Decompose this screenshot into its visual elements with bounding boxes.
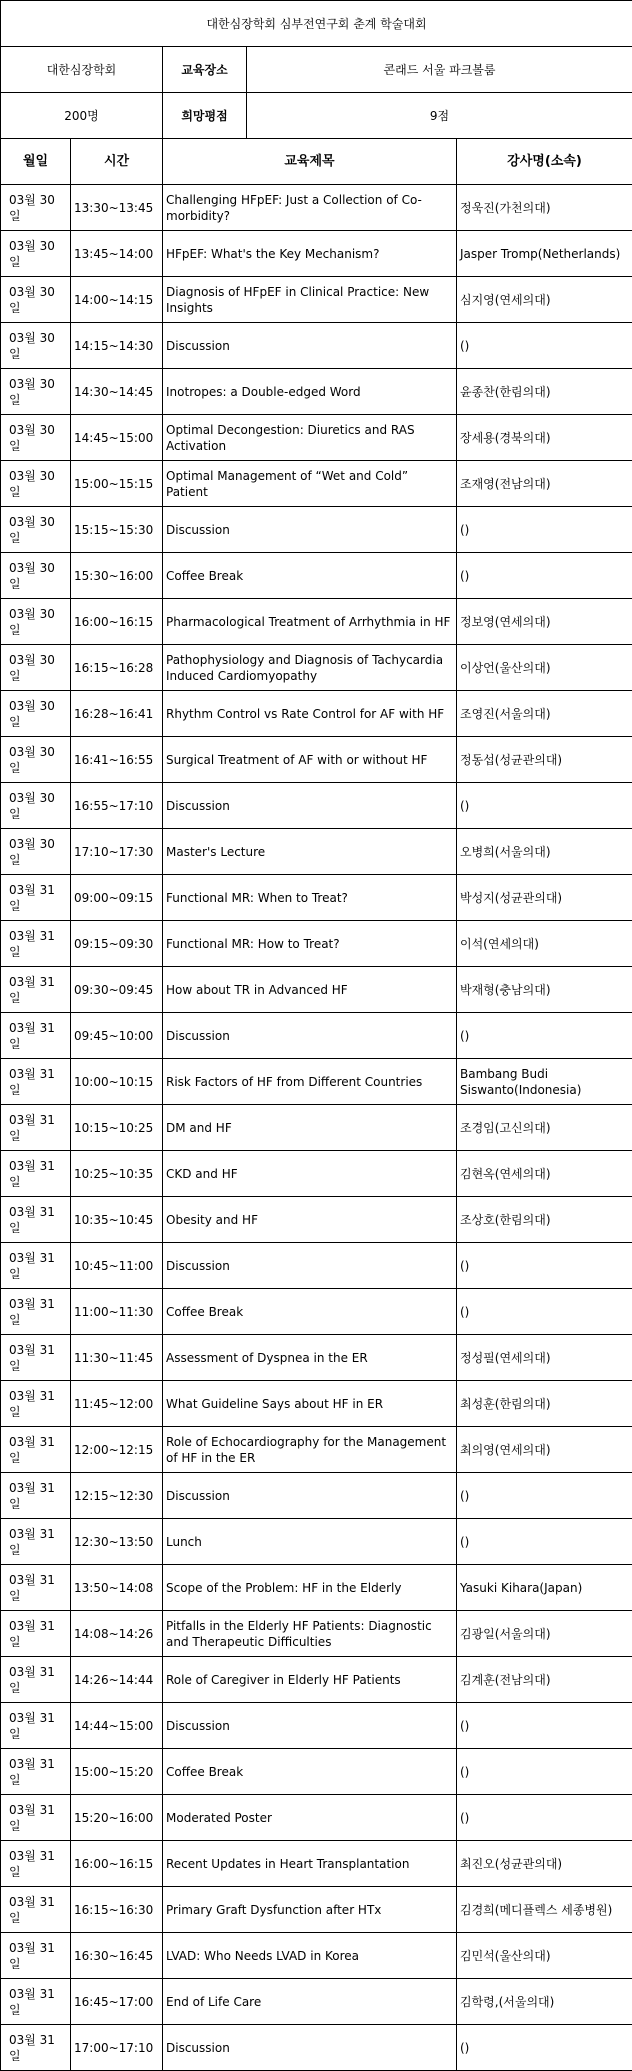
session-title: Discussion — [163, 783, 457, 829]
session-speaker: 최진오(성균관의대) — [457, 1841, 632, 1887]
session-time: 13:30~13:45 — [71, 185, 163, 231]
session-date: 03월 31일 — [1, 1703, 71, 1749]
session-speaker: 정동섭(성균관의대) — [457, 737, 632, 783]
session-speaker: 김학령,(서울의대) — [457, 1979, 632, 2025]
table-row — [1, 599, 632, 645]
session-rows — [1, 185, 632, 2071]
session-time: 11:30~11:45 — [71, 1335, 163, 1381]
session-time: 17:00~17:10 — [71, 2025, 163, 2071]
session-date: 03월 30일 — [1, 185, 71, 231]
session-title: Discussion — [163, 1473, 457, 1519]
session-time: 14:00~14:15 — [71, 277, 163, 323]
session-title: Optimal Management of “Wet and Cold” Patient — [163, 461, 457, 507]
session-date: 03월 31일 — [1, 1657, 71, 1703]
session-date: 03월 31일 — [1, 1749, 71, 1795]
session-date: 03월 30일 — [1, 691, 71, 737]
session-speaker: Bambang Budi Siswanto(Indonesia) — [457, 1059, 632, 1105]
venue: 콘래드 서울 파크볼룸 — [247, 47, 632, 93]
session-title: Pharmacological Treatment of Arrhythmia in HF — [163, 599, 457, 645]
session-time: 09:45~10:00 — [71, 1013, 163, 1059]
session-time: 16:28~16:41 — [71, 691, 163, 737]
session-date: 03월 31일 — [1, 1243, 71, 1289]
session-time: 16:15~16:30 — [71, 1887, 163, 1933]
table-row — [1, 1289, 632, 1335]
session-speaker: 이상언(울산의대) — [457, 645, 632, 691]
column-header-row — [1, 139, 632, 185]
table-row — [1, 553, 632, 599]
table-row — [1, 231, 632, 277]
session-title: Recent Updates in Heart Transplantation — [163, 1841, 457, 1887]
session-time: 13:45~14:00 — [71, 231, 163, 277]
session-time: 15:15~15:30 — [71, 507, 163, 553]
session-speaker: Jasper Tromp(Netherlands) — [457, 231, 632, 277]
session-title: Role of Echocardiography for the Management of HF in the ER — [163, 1427, 457, 1473]
rating-row — [1, 93, 632, 139]
session-time: 10:25~10:35 — [71, 1151, 163, 1197]
table-row — [1, 829, 632, 875]
session-date: 03월 31일 — [1, 1933, 71, 1979]
session-title: LVAD: Who Needs LVAD in Korea — [163, 1933, 457, 1979]
session-time: 10:35~10:45 — [71, 1197, 163, 1243]
session-time: 16:55~17:10 — [71, 783, 163, 829]
session-time: 15:20~16:00 — [71, 1795, 163, 1841]
table-row — [1, 921, 632, 967]
session-date: 03월 31일 — [1, 1887, 71, 1933]
table-row — [1, 1335, 632, 1381]
table-row — [1, 1749, 632, 1795]
session-title: Scope of the Problem: HF in the Elderly — [163, 1565, 457, 1611]
session-date: 03월 30일 — [1, 599, 71, 645]
session-date: 03월 31일 — [1, 1151, 71, 1197]
session-date: 03월 30일 — [1, 553, 71, 599]
session-speaker: () — [457, 1703, 632, 1749]
session-date: 03월 30일 — [1, 737, 71, 783]
session-title: Primary Graft Dysfunction after HTx — [163, 1887, 457, 1933]
session-date: 03월 30일 — [1, 461, 71, 507]
table-row — [1, 461, 632, 507]
session-date: 03월 30일 — [1, 783, 71, 829]
session-speaker: () — [457, 783, 632, 829]
table-row — [1, 1381, 632, 1427]
session-date: 03월 30일 — [1, 507, 71, 553]
session-title: Discussion — [163, 1013, 457, 1059]
session-time: 11:00~11:30 — [71, 1289, 163, 1335]
session-speaker: 심지영(연세의대) — [457, 277, 632, 323]
table-row — [1, 415, 632, 461]
session-title: Coffee Break — [163, 1749, 457, 1795]
table-row — [1, 1703, 632, 1749]
column-header-time: 시간 — [71, 139, 163, 185]
session-speaker: 김현옥(연세의대) — [457, 1151, 632, 1197]
session-title: Surgical Treatment of AF with or without HF — [163, 737, 457, 783]
title-row — [1, 1, 632, 47]
session-title: Discussion — [163, 1703, 457, 1749]
table-row — [1, 369, 632, 415]
session-speaker: 김경희(메디플렉스 세종병원) — [457, 1887, 632, 1933]
session-title: Coffee Break — [163, 553, 457, 599]
session-date: 03월 31일 — [1, 1335, 71, 1381]
session-speaker: 박성지(성균관의대) — [457, 875, 632, 921]
venue-row — [1, 47, 632, 93]
session-speaker: () — [457, 1795, 632, 1841]
table-row — [1, 1427, 632, 1473]
session-date: 03월 30일 — [1, 415, 71, 461]
session-time: 10:00~10:15 — [71, 1059, 163, 1105]
session-date: 03월 31일 — [1, 1795, 71, 1841]
session-date: 03월 30일 — [1, 369, 71, 415]
session-date: 03월 31일 — [1, 1427, 71, 1473]
table-row — [1, 1151, 632, 1197]
session-speaker: 박재형(충남의대) — [457, 967, 632, 1013]
table-row — [1, 2025, 632, 2071]
session-time: 16:45~17:00 — [71, 1979, 163, 2025]
session-date: 03월 31일 — [1, 1289, 71, 1335]
session-date: 03월 31일 — [1, 1197, 71, 1243]
table-row — [1, 1979, 632, 2025]
session-title: Assessment of Dyspnea in the ER — [163, 1335, 457, 1381]
session-time: 11:45~12:00 — [71, 1381, 163, 1427]
session-time: 15:00~15:20 — [71, 1749, 163, 1795]
table-row — [1, 875, 632, 921]
table-row — [1, 1887, 632, 1933]
rating: 9점 — [247, 93, 632, 139]
session-time: 09:00~09:15 — [71, 875, 163, 921]
session-time: 14:15~14:30 — [71, 323, 163, 369]
session-date: 03월 31일 — [1, 1841, 71, 1887]
session-speaker: 정성필(연세의대) — [457, 1335, 632, 1381]
session-time: 10:45~11:00 — [71, 1243, 163, 1289]
column-header-date: 월일 — [1, 139, 71, 185]
table-row — [1, 1795, 632, 1841]
table-row — [1, 1013, 632, 1059]
table-row — [1, 691, 632, 737]
session-speaker: Yasuki Kihara(Japan) — [457, 1565, 632, 1611]
session-title: Discussion — [163, 1243, 457, 1289]
session-time: 15:30~16:00 — [71, 553, 163, 599]
session-title: Challenging HFpEF: Just a Collection of Co-morbidity? — [163, 185, 457, 231]
session-time: 10:15~10:25 — [71, 1105, 163, 1151]
session-time: 17:10~17:30 — [71, 829, 163, 875]
session-date: 03월 31일 — [1, 921, 71, 967]
session-speaker: () — [457, 1519, 632, 1565]
session-speaker: 이석(연세의대) — [457, 921, 632, 967]
session-date: 03월 31일 — [1, 1059, 71, 1105]
session-time: 14:44~15:00 — [71, 1703, 163, 1749]
session-date: 03월 31일 — [1, 1565, 71, 1611]
attendees: 200명 — [1, 93, 163, 139]
table-row — [1, 1611, 632, 1657]
session-title: Diagnosis of HFpEF in Clinical Practice: New Insights — [163, 277, 457, 323]
session-speaker: 최성훈(한림의대) — [457, 1381, 632, 1427]
session-time: 12:30~13:50 — [71, 1519, 163, 1565]
session-speaker: 장세용(경북의대) — [457, 415, 632, 461]
session-title: Optimal Decongestion: Diuretics and RAS Activation — [163, 415, 457, 461]
session-date: 03월 31일 — [1, 1473, 71, 1519]
session-speaker: 조경임(고신의대) — [457, 1105, 632, 1151]
session-speaker: 윤종찬(한림의대) — [457, 369, 632, 415]
venue-label: 교육장소 — [163, 47, 247, 93]
session-title: Lunch — [163, 1519, 457, 1565]
session-speaker: () — [457, 1013, 632, 1059]
session-title: How about TR in Advanced HF — [163, 967, 457, 1013]
session-date: 03월 30일 — [1, 323, 71, 369]
table-row — [1, 323, 632, 369]
session-speaker: 조상호(한림의대) — [457, 1197, 632, 1243]
session-speaker: 최의영(연세의대) — [457, 1427, 632, 1473]
session-speaker: 정욱진(가천의대) — [457, 185, 632, 231]
table-row — [1, 737, 632, 783]
session-speaker: 김민석(울산의대) — [457, 1933, 632, 1979]
session-time: 12:15~12:30 — [71, 1473, 163, 1519]
session-time: 09:15~09:30 — [71, 921, 163, 967]
table-row — [1, 1565, 632, 1611]
table-row — [1, 1059, 632, 1105]
session-time: 16:15~16:28 — [71, 645, 163, 691]
session-time: 14:30~14:45 — [71, 369, 163, 415]
session-title: DM and HF — [163, 1105, 457, 1151]
session-time: 16:41~16:55 — [71, 737, 163, 783]
session-time: 14:45~15:00 — [71, 415, 163, 461]
session-title: Obesity and HF — [163, 1197, 457, 1243]
session-time: 13:50~14:08 — [71, 1565, 163, 1611]
table-row — [1, 1841, 632, 1887]
session-speaker: 김광일(서울의대) — [457, 1611, 632, 1657]
session-speaker: () — [457, 1243, 632, 1289]
session-date: 03월 30일 — [1, 829, 71, 875]
column-header-title: 교육제목 — [163, 139, 457, 185]
session-date: 03월 31일 — [1, 1519, 71, 1565]
table-row — [1, 1105, 632, 1151]
organizer: 대한심장학회 — [1, 47, 163, 93]
session-title: Role of Caregiver in Elderly HF Patients — [163, 1657, 457, 1703]
table-row — [1, 1657, 632, 1703]
session-date: 03월 30일 — [1, 277, 71, 323]
session-title: Functional MR: How to Treat? — [163, 921, 457, 967]
session-date: 03월 31일 — [1, 967, 71, 1013]
page-title: 대한심장학회 심부전연구회 춘계 학술대회 — [1, 1, 632, 47]
session-title: Pitfalls in the Elderly HF Patients: Diagnostic and Therapeutic Difficulties — [163, 1611, 457, 1657]
session-speaker: 조영진(서울의대) — [457, 691, 632, 737]
session-time: 14:26~14:44 — [71, 1657, 163, 1703]
table-row — [1, 783, 632, 829]
session-date: 03월 31일 — [1, 1381, 71, 1427]
session-date: 03월 31일 — [1, 875, 71, 921]
table-row — [1, 507, 632, 553]
session-speaker: () — [457, 2025, 632, 2071]
session-title: End of Life Care — [163, 1979, 457, 2025]
table-row — [1, 1519, 632, 1565]
session-title: Inotropes: a Double-edged Word — [163, 369, 457, 415]
session-speaker: () — [457, 323, 632, 369]
session-date: 03월 31일 — [1, 1013, 71, 1059]
session-title: Discussion — [163, 323, 457, 369]
session-time: 16:00~16:15 — [71, 1841, 163, 1887]
session-title: HFpEF: What's the Key Mechanism? — [163, 231, 457, 277]
table-row — [1, 645, 632, 691]
table-row — [1, 1243, 632, 1289]
session-title: Coffee Break — [163, 1289, 457, 1335]
session-title: Discussion — [163, 507, 457, 553]
session-title: Pathophysiology and Diagnosis of Tachycardia Induced Cardiomyopathy — [163, 645, 457, 691]
session-date: 03월 30일 — [1, 231, 71, 277]
session-speaker: () — [457, 1289, 632, 1335]
session-date: 03월 31일 — [1, 1105, 71, 1151]
session-date: 03월 31일 — [1, 1979, 71, 2025]
session-title: Discussion — [163, 2025, 457, 2071]
table-row — [1, 1473, 632, 1519]
session-speaker: 조재영(전남의대) — [457, 461, 632, 507]
session-time: 09:30~09:45 — [71, 967, 163, 1013]
session-speaker: () — [457, 1473, 632, 1519]
session-speaker: 정보영(연세의대) — [457, 599, 632, 645]
table-row — [1, 1197, 632, 1243]
session-date: 03월 31일 — [1, 1611, 71, 1657]
session-title: Functional MR: When to Treat? — [163, 875, 457, 921]
table-row — [1, 277, 632, 323]
session-date: 03월 31일 — [1, 2025, 71, 2071]
table-row — [1, 185, 632, 231]
session-time: 14:08~14:26 — [71, 1611, 163, 1657]
session-title: CKD and HF — [163, 1151, 457, 1197]
session-title: Risk Factors of HF from Different Countries — [163, 1059, 457, 1105]
session-title: Moderated Poster — [163, 1795, 457, 1841]
session-time: 15:00~15:15 — [71, 461, 163, 507]
session-time: 16:00~16:15 — [71, 599, 163, 645]
session-title: What Guideline Says about HF in ER — [163, 1381, 457, 1427]
session-speaker: () — [457, 507, 632, 553]
rating-label: 희망평점 — [163, 93, 247, 139]
session-time: 16:30~16:45 — [71, 1933, 163, 1979]
column-header-speaker: 강사명(소속) — [457, 139, 632, 185]
session-time: 12:00~12:15 — [71, 1427, 163, 1473]
table-row — [1, 967, 632, 1013]
session-title: Rhythm Control vs Rate Control for AF with HF — [163, 691, 457, 737]
session-title: Master's Lecture — [163, 829, 457, 875]
session-date: 03월 30일 — [1, 645, 71, 691]
session-speaker: () — [457, 553, 632, 599]
session-speaker: 오병희(서울의대) — [457, 829, 632, 875]
session-speaker: 김계훈(전남의대) — [457, 1657, 632, 1703]
table-row — [1, 1933, 632, 1979]
session-speaker: () — [457, 1749, 632, 1795]
